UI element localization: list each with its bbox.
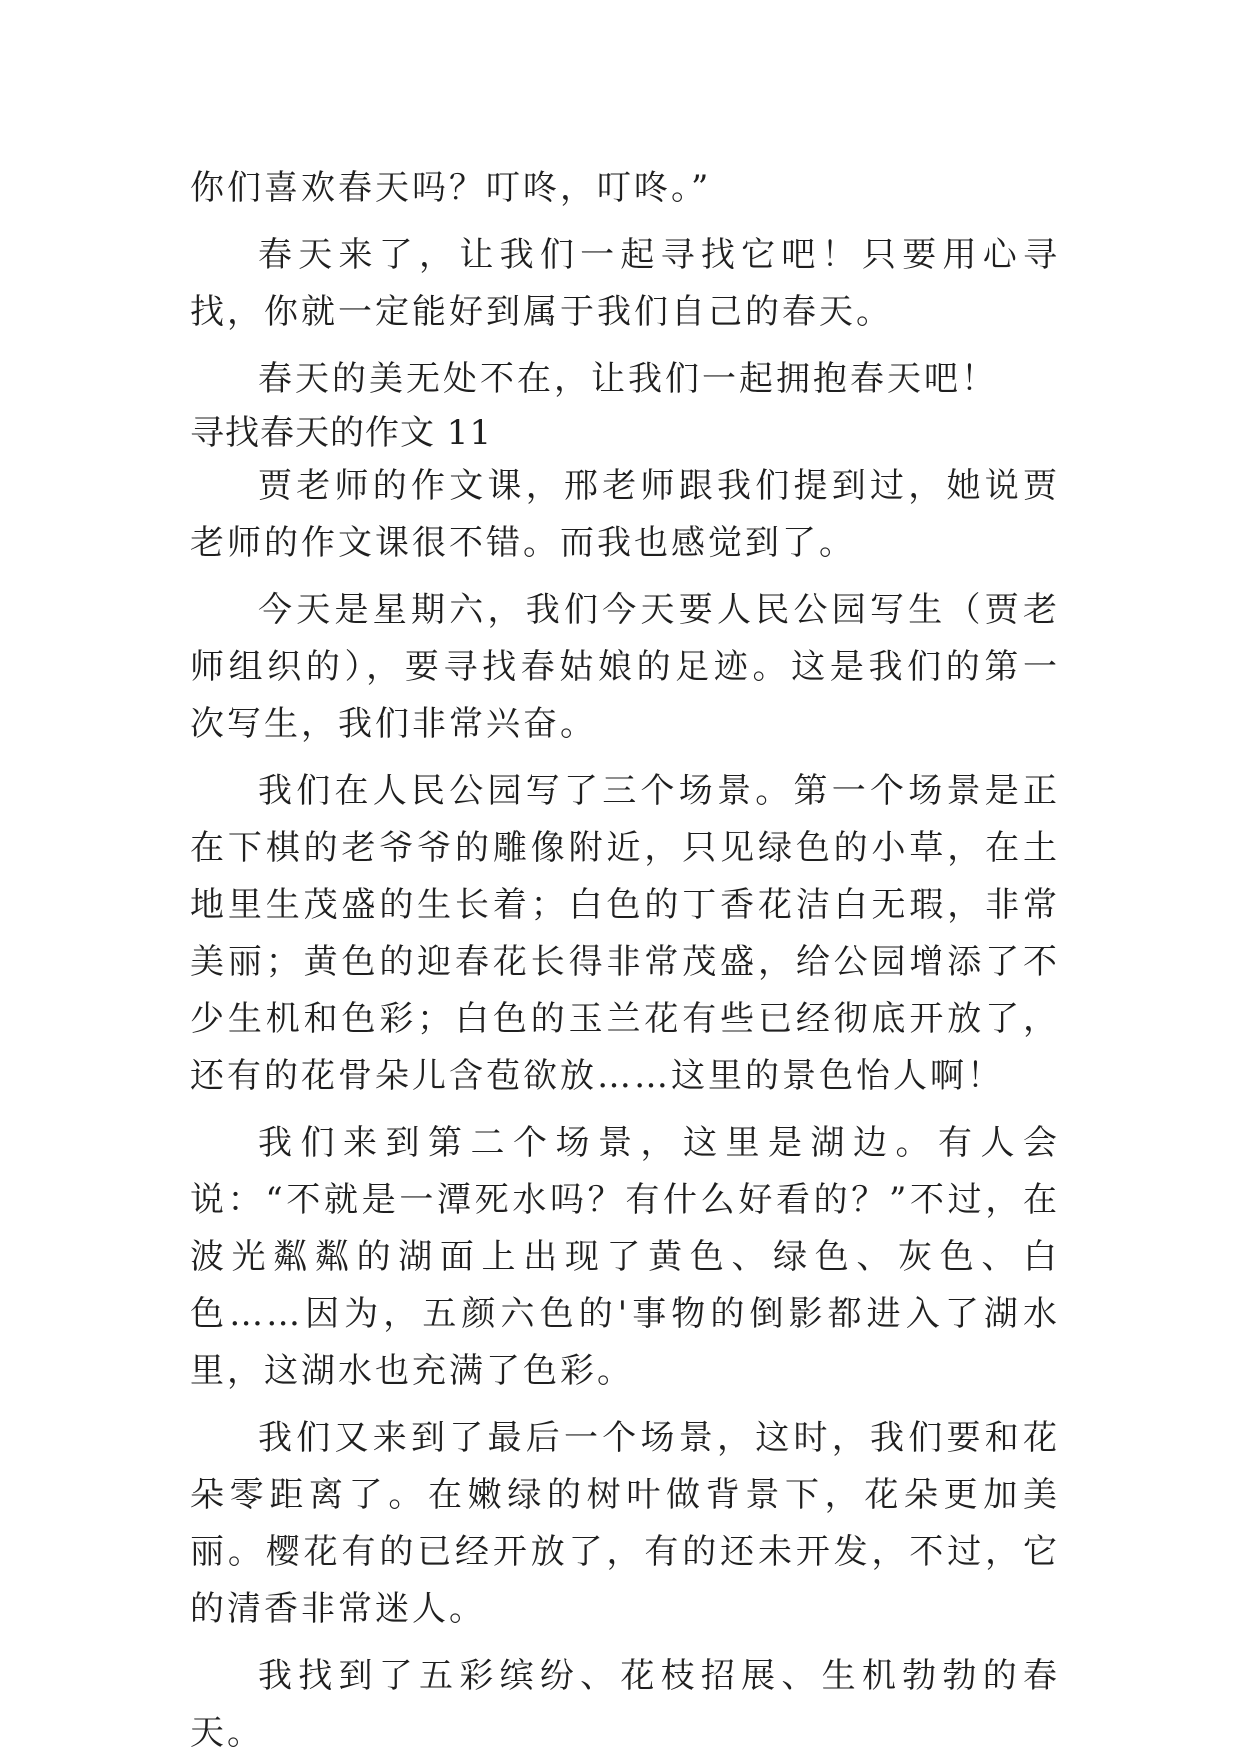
paragraph: 我们又来到了最后一个场景，这时，我们要和花朵零距离了。在嫩绿的树叶做背景下，花朵更加美丽。樱花有的已经开放了，有的还未开发，不过，它的清香非常迷人。 (190, 1418, 1060, 1629)
paragraph: 春天的美无处不在，让我们一起拥抱春天吧！ (258, 359, 998, 399)
paragraph: 我们在人民公园写了三个场景。第一个场景是正在下棋的老爷爷的雕像附近，只见绿色的小草，在土地里生茂盛的生长着；白色的丁香花洁白无瑕，非常美丽；黄色的迎春花长得非常茂盛，给公园增添了不少生机和色彩；白色的玉兰花有些已经彻底开放了，还有的花骨朵儿含苞欲放……这里的景色怡人啊！ (190, 771, 1060, 1096)
paragraph: 春天来了，让我们一起寻找它吧！只要用心寻找，你就一定能好到属于我们自己的春天。 (190, 235, 1060, 332)
paragraph: 贾老师的作文课，邢老师跟我们提到过，她说贾老师的作文课很不错。而我也感觉到了。 (190, 466, 1060, 563)
paragraph: 我找到了五彩缤纷、花枝招展、生机勃勃的春天。 (190, 1656, 1060, 1753)
paragraph: 今天是星期六，我们今天要人民公园写生（贾老师组织的），要寻找春姑娘的足迹。这是我们的第一次写生，我们非常兴奋。 (190, 590, 1060, 744)
section-heading: 寻找春天的作文 11 (190, 413, 493, 453)
document-body (190, 160, 1060, 1762)
paragraph: 我们来到第二个场景，这里是湖边。有人会说：“不就是一潭死水吗？有什么好看的？”不过，在波光粼粼的湖面上出现了黄色、绿色、灰色、白色……因为，五颜六色的'事物的倒影都进入了湖水里，这湖水也充满了色彩。 (190, 1123, 1060, 1391)
paragraph-continuation: 你们喜欢春天吗？叮咚，叮咚。” (190, 168, 712, 208)
